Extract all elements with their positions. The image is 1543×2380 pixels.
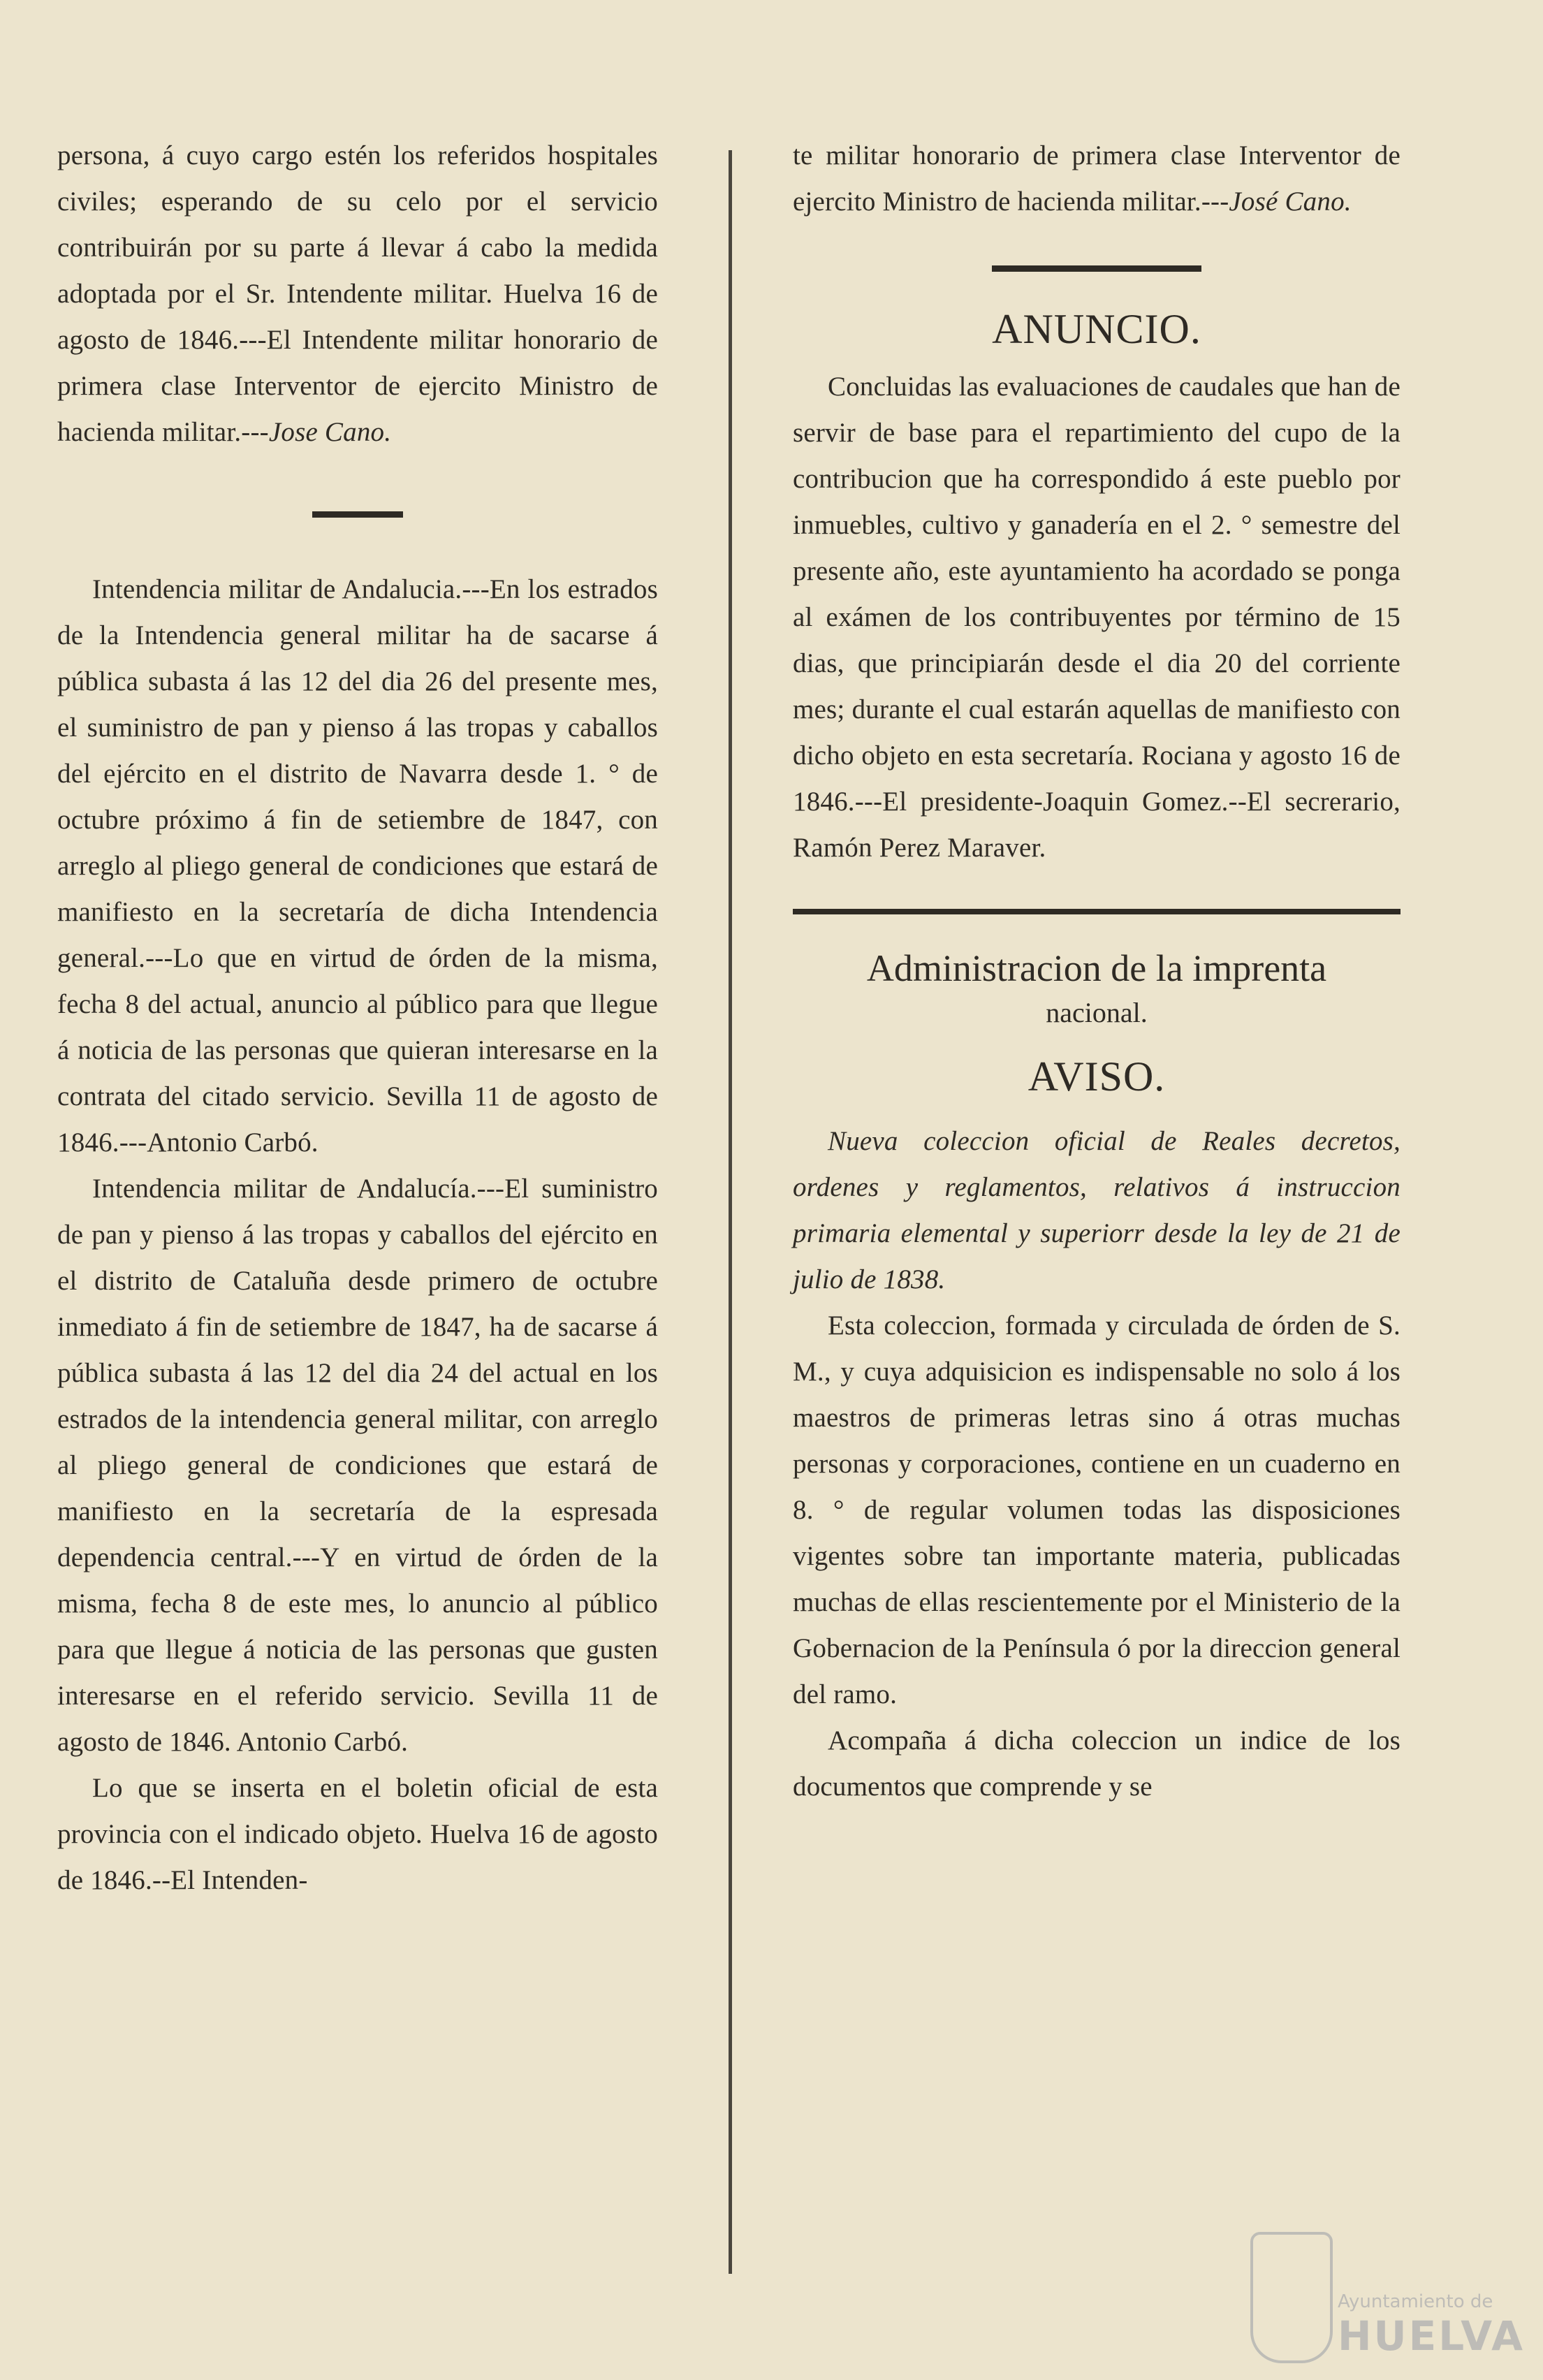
- coat-of-arms-icon: [1250, 2232, 1333, 2363]
- archive-watermark: [1250, 2232, 1526, 2365]
- anuncio-heading: ANUNCIO.: [992, 306, 1201, 352]
- watermark-line-1: Ayuntamiento de: [1338, 2291, 1493, 2312]
- left-paragraph-1-signature: Jose Cano.: [268, 417, 392, 447]
- aviso-heading: AVISO.: [1028, 1053, 1166, 1100]
- right-paragraph-1-signature: José Cano.: [1229, 187, 1352, 217]
- column-divider: [729, 150, 732, 2274]
- left-paragraph-3: Intendencia militar de Andalucía.---El suministro de pan y pienso á las tropas y caballos del ejército en el distrito de Cataluña desde primero de octubre inmediato á fin de setiembre de 1847, ha de sacarse á pública subasta á las 12 del dia 24 del actual en los estrados de la intendencia general militar, con arreglo al pliego general de condiciones que estará de manifiesto en la secretaría de la espresada dependencia central.---Y en virtud de órden de la misma, fecha 8 de este mes, lo anuncio al público para que llegue á noticia de las personas que gusten interesarse en el referido servicio. Sevilla 11 de agosto de 1846. Antonio Carbó.: [57, 1174, 658, 1757]
- section-separator: [992, 265, 1201, 272]
- aviso-paragraph-1: Esta coleccion, formada y circulada de órden de S. M., y cuya adquisicion es indispensable no solo á los maestros de primeras letras sino á otras muchas personas y corporaciones, contiene en un cuaderno en 8. ° de regular volumen todas las disposiciones vigentes sobre tan importante materia, publicadas muchas de ellas rescientemente por el Ministerio de la Gobernacion de la Península ó por la direccion general del ramo.: [793, 1311, 1401, 1709]
- right-paragraph-1: [793, 133, 1401, 225]
- anuncio-paragraph: Concluidas las evaluaciones de caudales que han de servir de base para el repartimiento del cupo de la contribucion que ha correspondido á este pueblo por inmuebles, cultivo y ganadería en el 2. ° semestre del presente año, este ayuntamiento ha acordado se ponga al exámen de los contribuyentes por término de 15 dias, que principiarán desde el dia 20 del corriente mes; durante el cual estarán aquellas de manifiesto con dicho objeto en esta secretaría. Rociana y agosto 16 de 1846.---El presidente-Joaquin Gomez.--El secrerario, Ramón Perez Maraver.: [793, 372, 1401, 863]
- admin-subheading: nacional.: [1046, 997, 1148, 1028]
- watermark-line-2: HUELVA: [1338, 2312, 1526, 2360]
- aviso-title-paragraph: Nueva coleccion oficial de Reales decretos, ordenes y reglamentos, relativos á instruccion primaria elemental y superiorr desde la ley de 21 de julio de 1838.: [793, 1126, 1401, 1294]
- right-column: [793, 133, 1401, 1810]
- left-paragraph-1-text: persona, á cuyo cargo estén los referidos hospitales civiles; esperando de su celo por el servicio contribuirán por su parte á llevar á cabo la medida adoptada por el Sr. Intendente militar. Huelva 16 de agosto de 1846.---El Intendente militar honorario de primera clase Interventor de ejercito Ministro de hacienda militar.---: [57, 140, 658, 447]
- left-paragraph-1: [57, 133, 658, 455]
- right-paragraph-1-text: te militar honorario de primera clase Interventor de ejercito Ministro de hacienda militar.---: [793, 140, 1401, 217]
- left-column: [57, 133, 658, 1904]
- section-rule: [793, 909, 1401, 914]
- left-paragraph-2: Intendencia militar de Andalucia.---En los estrados de la Intendencia general militar ha de sacarse á pública subasta á las 12 del dia 26 del presente mes, el suministro de pan y pienso á las tropas y caballos del ejército en el distrito de Navarra desde 1. ° de octubre próximo á fin de setiembre de 1847, con arreglo al pliego general de condiciones que estará de manifiesto en la secretaría de dicha Intendencia general.---Lo que en virtud de órden de la misma, fecha 8 del actual, anuncio al público para que llegue á noticia de las personas que quieran interesarse en la contrata del citado servicio. Sevilla 11 de agosto de 1846.---Antonio Carbó.: [57, 574, 658, 1158]
- aviso-paragraph-2: Acompaña á dicha coleccion un indice de los documentos que comprende y se: [793, 1725, 1401, 1802]
- left-paragraph-4: Lo que se inserta en el boletin oficial de esta provincia con el indicado objeto. Huelva 16 de agosto de 1846.--El Intenden-: [57, 1773, 658, 1895]
- section-separator: [312, 511, 403, 518]
- admin-heading: Administracion de la imprenta: [866, 947, 1327, 989]
